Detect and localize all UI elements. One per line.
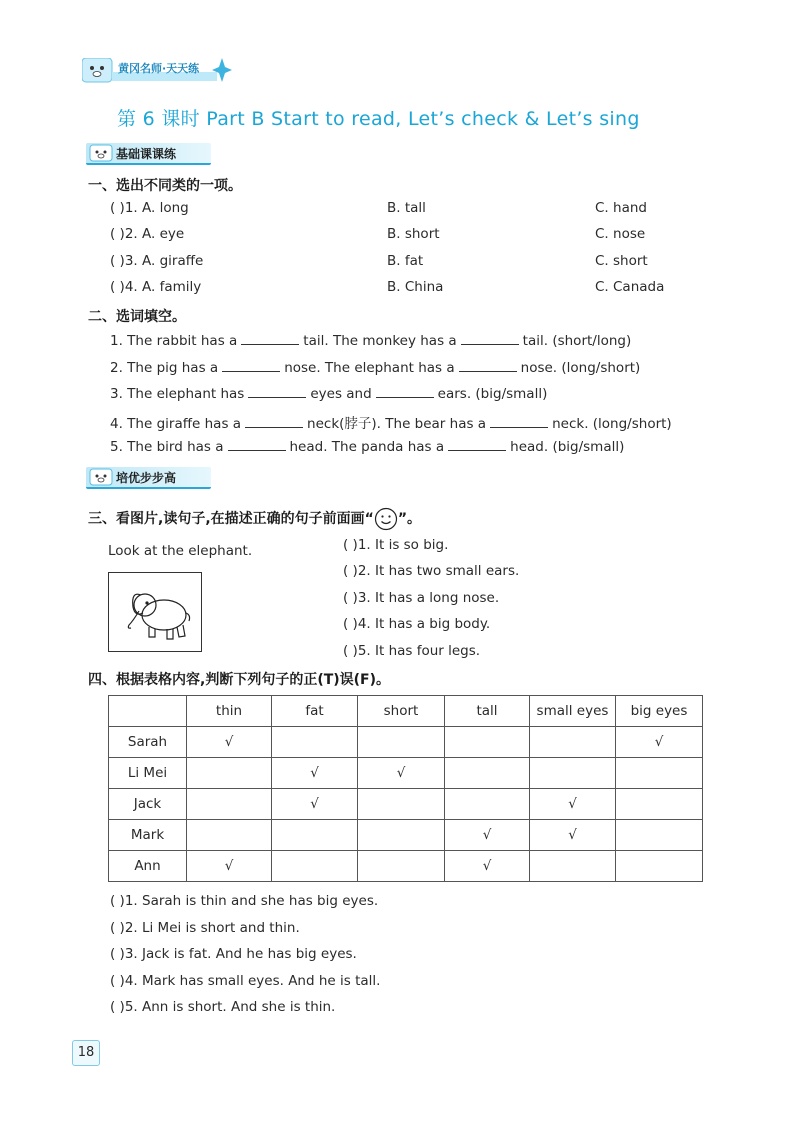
s2-item3 xyxy=(110,385,547,402)
check-cell xyxy=(445,789,530,820)
s2-item4-p2: neck(脖子). The bear has a xyxy=(307,416,487,432)
s2-item1-p2: tail. The monkey has a xyxy=(303,333,457,349)
s2-item4-p3: neck. (long/short) xyxy=(552,416,672,432)
bear-icon xyxy=(89,468,113,486)
s2-item2-p1: 2. The pig has a xyxy=(110,360,219,376)
s4-item4: ( )4. Mark has small eyes. And he is tall. xyxy=(110,973,381,989)
blank-input[interactable] xyxy=(245,415,303,428)
check-cell: √ xyxy=(445,851,530,882)
check-cell xyxy=(530,851,616,882)
table-row xyxy=(109,727,703,758)
table-header-cell xyxy=(109,696,187,727)
s1-item4-b: B. China xyxy=(387,279,444,295)
check-cell xyxy=(358,727,445,758)
s1-item2-c: C. nose xyxy=(595,226,646,242)
table-header-cell: big eyes xyxy=(616,696,703,727)
row-name: Jack xyxy=(109,789,187,820)
s3-item5: ( )5. It has four legs. xyxy=(343,643,481,659)
section1-heading: 一、选出不同类的一项。 xyxy=(88,178,242,194)
check-cell: √ xyxy=(272,758,358,789)
s2-item3-p3: ears. (big/small) xyxy=(437,386,548,402)
check-cell xyxy=(358,851,445,882)
table-header-row xyxy=(109,696,703,727)
section3-heading xyxy=(88,507,421,531)
check-cell xyxy=(616,758,703,789)
check-cell: √ xyxy=(187,851,272,882)
check-cell: √ xyxy=(530,820,616,851)
elephant-picture xyxy=(108,572,202,652)
s1-item3-c: C. short xyxy=(595,253,648,269)
s2-item2-p3: nose. (long/short) xyxy=(520,360,641,376)
page-title: 第 6 课时 Part B Start to read, Let’s check & Let’s sing xyxy=(117,108,640,130)
badge-basic xyxy=(86,143,211,165)
badge-basic-label: 基础课课练 xyxy=(116,147,177,161)
s4-item3: ( )3. Jack is fat. And he has big eyes. xyxy=(110,946,357,962)
s3-item1: ( )1. It is so big. xyxy=(343,537,449,553)
check-cell xyxy=(445,758,530,789)
s1-item2-b: B. short xyxy=(387,226,440,242)
s3-prompt: Look at the elephant. xyxy=(108,543,253,559)
blank-input[interactable] xyxy=(461,332,519,345)
check-cell: √ xyxy=(358,758,445,789)
brand-text: 黄冈名师·天天练 xyxy=(118,62,200,75)
table-header-cell: thin xyxy=(187,696,272,727)
badge-advance xyxy=(86,467,211,489)
check-cell: √ xyxy=(445,820,530,851)
check-cell xyxy=(358,820,445,851)
traits-table xyxy=(108,695,703,882)
smiley-icon xyxy=(374,507,398,531)
check-cell xyxy=(187,820,272,851)
check-cell xyxy=(530,758,616,789)
check-cell xyxy=(187,758,272,789)
s2-item5-p1: 5. The bird has a xyxy=(110,439,224,455)
check-cell: √ xyxy=(616,727,703,758)
s2-item1-p1: 1. The rabbit has a xyxy=(110,333,238,349)
section4-heading: 四、根据表格内容,判断下列句子的正(T)误(F)。 xyxy=(88,672,391,688)
blank-input[interactable] xyxy=(459,359,517,372)
table-header-cell: tall xyxy=(445,696,530,727)
s1-item2-a: ( )2. A. eye xyxy=(110,226,185,242)
s4-item1: ( )1. Sarah is thin and she has big eyes. xyxy=(110,893,379,909)
s1-item4-a: ( )4. A. family xyxy=(110,279,202,295)
check-cell xyxy=(616,820,703,851)
check-cell xyxy=(187,789,272,820)
s1-item1-c: C. hand xyxy=(595,200,647,216)
row-name: Sarah xyxy=(109,727,187,758)
check-cell: √ xyxy=(272,789,358,820)
s1-item3-a: ( )3. A. giraffe xyxy=(110,253,204,269)
s2-item4-p1: 4. The giraffe has a xyxy=(110,416,242,432)
s2-item5-p3: head. (big/small) xyxy=(510,439,625,455)
blank-input[interactable] xyxy=(248,385,306,398)
blank-input[interactable] xyxy=(241,332,299,345)
table-header-cell: fat xyxy=(272,696,358,727)
s2-item4 xyxy=(110,412,672,432)
check-cell xyxy=(358,789,445,820)
s2-item5-p2: head. The panda has a xyxy=(289,439,445,455)
page-number: 18 xyxy=(72,1040,100,1066)
check-cell xyxy=(445,727,530,758)
blank-input[interactable] xyxy=(448,438,506,451)
check-cell xyxy=(616,851,703,882)
s4-item5: ( )5. Ann is short. And she is thin. xyxy=(110,999,336,1015)
s4-item2: ( )2. Li Mei is short and thin. xyxy=(110,920,300,936)
check-cell xyxy=(530,727,616,758)
table-header-cell: short xyxy=(358,696,445,727)
check-cell xyxy=(272,820,358,851)
elephant-icon xyxy=(109,573,201,651)
row-name: Mark xyxy=(109,820,187,851)
s2-item1-p3: tail. (short/long) xyxy=(522,333,632,349)
check-cell: √ xyxy=(187,727,272,758)
table-header-cell: small eyes xyxy=(530,696,616,727)
table-row xyxy=(109,758,703,789)
s2-item2-p2: nose. The elephant has a xyxy=(284,360,455,376)
badge-advance-label: 培优步步高 xyxy=(116,471,177,485)
table-row xyxy=(109,820,703,851)
s1-item3-b: B. fat xyxy=(387,253,424,269)
s2-item3-p2: eyes and xyxy=(310,386,372,402)
s3-item3: ( )3. It has a long nose. xyxy=(343,590,500,606)
s2-item2 xyxy=(110,359,640,376)
blank-input[interactable] xyxy=(490,415,548,428)
s3-item4: ( )4. It has a big body. xyxy=(343,616,491,632)
section3-heading-pre: 三、看图片,读句子,在描述正确的句子前面画“ xyxy=(88,511,374,527)
blank-input[interactable] xyxy=(228,438,286,451)
s2-item5 xyxy=(110,438,624,455)
check-cell: √ xyxy=(530,789,616,820)
table-row xyxy=(109,851,703,882)
check-cell xyxy=(272,727,358,758)
section3-heading-post: ”。 xyxy=(397,511,422,527)
s3-item2: ( )2. It has two small ears. xyxy=(343,563,520,579)
blank-input[interactable] xyxy=(376,385,434,398)
blank-input[interactable] xyxy=(222,359,280,372)
s2-item3-p1: 3. The elephant has xyxy=(110,386,245,402)
s1-item4-c: C. Canada xyxy=(595,279,665,295)
check-cell xyxy=(272,851,358,882)
row-name: Ann xyxy=(109,851,187,882)
s2-item1 xyxy=(110,332,631,349)
section2-heading: 二、选词填空。 xyxy=(88,309,186,325)
check-cell xyxy=(616,789,703,820)
header-logo xyxy=(82,58,232,84)
row-name: Li Mei xyxy=(109,758,187,789)
table-row xyxy=(109,789,703,820)
s1-item1-b: B. tall xyxy=(387,200,426,216)
bear-icon xyxy=(89,144,113,162)
s1-item1-a: ( )1. A. long xyxy=(110,200,189,216)
